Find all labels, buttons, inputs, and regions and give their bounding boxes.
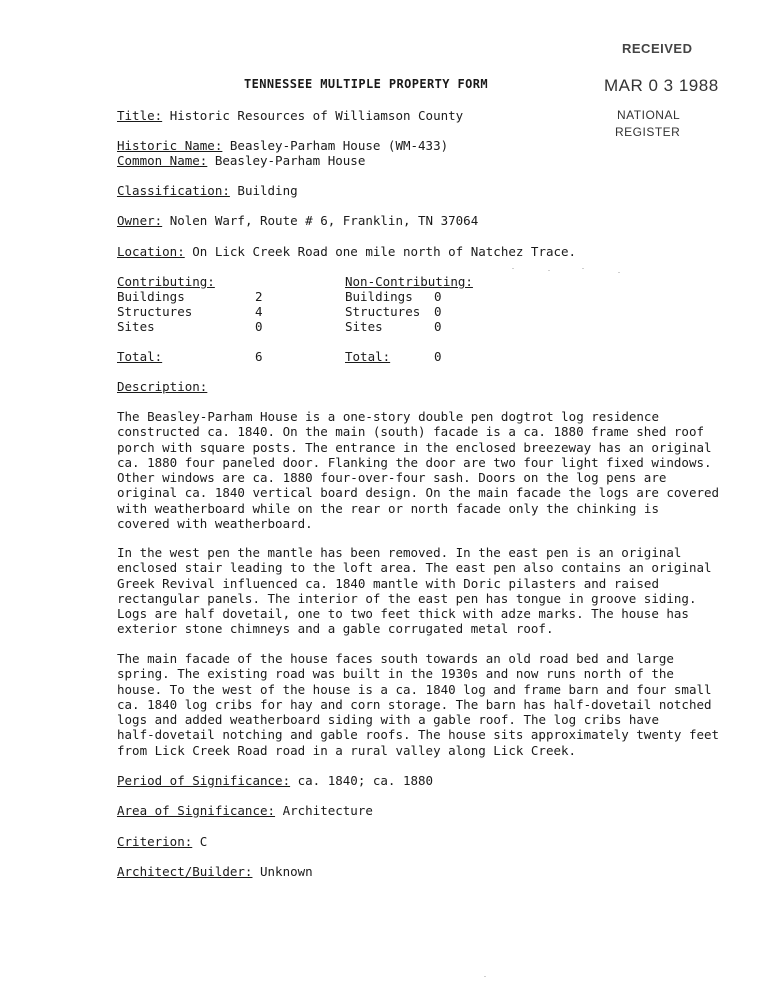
description-line: The Beasley-Parham House is a one-story double pen dogtrot log residence	[117, 409, 659, 424]
criterion-field	[117, 834, 207, 849]
description-line: logs and added weatherboard siding with a gable roof. The log cribs have	[117, 712, 659, 728]
period-label: Period of Significance:	[117, 773, 291, 788]
contributing-structures-label: Structures	[117, 304, 193, 319]
non-contributing-buildings-label: Buildings	[345, 289, 413, 304]
location-value: On Lick Creek Road one mile north of Natchez Trace.	[192, 244, 577, 259]
non-contributing-structures-label: Structures	[345, 304, 421, 319]
scan-speck	[618, 272, 620, 273]
contributing-structures-count: 4	[255, 304, 263, 319]
period-field	[117, 773, 433, 788]
owner-label: Owner:	[117, 213, 163, 228]
received-stamp: RECEIVED	[622, 41, 693, 56]
contributing-buildings-label: Buildings	[117, 289, 185, 304]
owner-value: Nolen Warf, Route # 6, Franklin, TN 37064	[169, 213, 479, 228]
description-line: Greek Revival influenced ca. 1840 mantle with Doric pilasters and raised	[117, 575, 659, 591]
criterion-value: C	[199, 834, 208, 849]
architect-field	[117, 864, 313, 879]
period-value: ca. 1840; ca. 1880	[297, 773, 434, 788]
contributing-total-label: Total:	[117, 349, 163, 364]
non-contributing-total-label: Total:	[345, 349, 391, 364]
title-label: Title:	[117, 108, 163, 123]
contributing-sites-count: 0	[255, 319, 263, 334]
non-contributing-header: Non-Contributing:	[345, 274, 473, 289]
criterion-label: Criterion:	[117, 834, 193, 849]
title-field	[117, 108, 463, 123]
description-line: constructed ca. 1840. On the main (south) facade is a ca. 1880 frame shed roof	[117, 424, 704, 440]
description-line: half-dovetail notching and gable roofs. The house sits approximately twenty feet	[117, 727, 720, 743]
classification-field	[117, 183, 298, 198]
architect-label: Architect/Builder:	[117, 864, 253, 879]
description-line: ca. 1880 four paneled door. Flanking the door are two four light fixed windows.	[117, 454, 712, 470]
non-contributing-structures-count: 0	[434, 304, 442, 319]
title-value: Historic Resources of Williamson County	[169, 108, 464, 123]
non-contributing-buildings-count: 0	[434, 289, 442, 304]
contributing-buildings-count: 2	[255, 289, 263, 304]
scan-speck	[512, 268, 514, 269]
description-line: enclosed stair leading to the loft area. The east pen also contains an original	[117, 560, 712, 576]
scan-speck	[582, 268, 584, 269]
description-line: porch with square posts. The entrance in the enclosed breezeway has an original	[117, 439, 712, 455]
description-line: Other windows are ca. 1880 four-over-four sash. Doors on the log pens are	[117, 470, 667, 486]
description-line: original ca. 1840 vertical board design. On the main facade the logs are covered	[117, 485, 720, 501]
non-contributing-total-count: 0	[434, 349, 442, 364]
contributing-sites-label: Sites	[117, 319, 155, 334]
scan-speck	[548, 270, 550, 271]
description-line: covered with weatherboard.	[117, 516, 313, 532]
location-field	[117, 244, 576, 259]
contributing-total-count: 6	[255, 349, 263, 364]
area-label: Area of Significance:	[117, 803, 276, 818]
description-line: ca. 1840 log cribs for hay and corn storage. The barn has half-dovetail notched	[117, 696, 712, 712]
description-line: Logs are half dovetail, one to two feet thick with adze marks. The house has	[117, 606, 689, 622]
historic-name-field	[117, 138, 448, 153]
area-field	[117, 803, 373, 818]
description-line: house. To the west of the house is a ca. 1840 log and frame barn and four small	[117, 681, 712, 697]
contributing-header: Contributing:	[117, 274, 215, 289]
register-stamp: REGISTER	[615, 125, 681, 139]
non-contributing-sites-label: Sites	[345, 319, 383, 334]
description-line: In the west pen the mantle has been removed. In the east pen is an original	[117, 545, 682, 560]
owner-field	[117, 213, 478, 228]
description-line: rectangular panels. The interior of the east pen has tongue in groove siding.	[117, 590, 697, 606]
classification-label: Classification:	[117, 183, 230, 198]
description-line: The main facade of the house faces south towards an old road bed and large	[117, 651, 674, 666]
description-paragraph-2	[117, 545, 712, 637]
architect-value: Unknown	[260, 864, 313, 879]
national-stamp: NATIONAL	[617, 108, 681, 122]
form-title: TENNESSEE MULTIPLE PROPERTY FORM	[244, 77, 488, 91]
received-date-stamp: MAR 0 3 1988	[604, 76, 719, 95]
description-line: with weatherboard while on the rear or north facade only the chinking is	[117, 500, 659, 516]
non-contributing-sites-count: 0	[434, 319, 442, 334]
description-label: Description:	[117, 379, 208, 394]
common-name-field	[117, 153, 365, 168]
description-line: spring. The existing road was built in the 1930s and now runs north of the	[117, 666, 674, 682]
historic-name-value: Beasley-Parham House (WM-433)	[229, 138, 449, 153]
area-value: Architecture	[282, 803, 373, 818]
scan-speck	[484, 976, 486, 977]
description-paragraph-3	[117, 651, 720, 758]
common-name-value: Beasley-Parham House	[214, 153, 366, 168]
common-name-label: Common Name:	[117, 153, 208, 168]
description-line: exterior stone chimneys and a gable corrugated metal roof.	[117, 621, 554, 637]
location-label: Location:	[117, 244, 185, 259]
classification-value: Building	[237, 183, 298, 198]
description-paragraph-1	[117, 409, 720, 532]
description-line: from Lick Creek Road road in a rural valley along Lick Creek.	[117, 742, 577, 758]
historic-name-label: Historic Name:	[117, 138, 223, 153]
